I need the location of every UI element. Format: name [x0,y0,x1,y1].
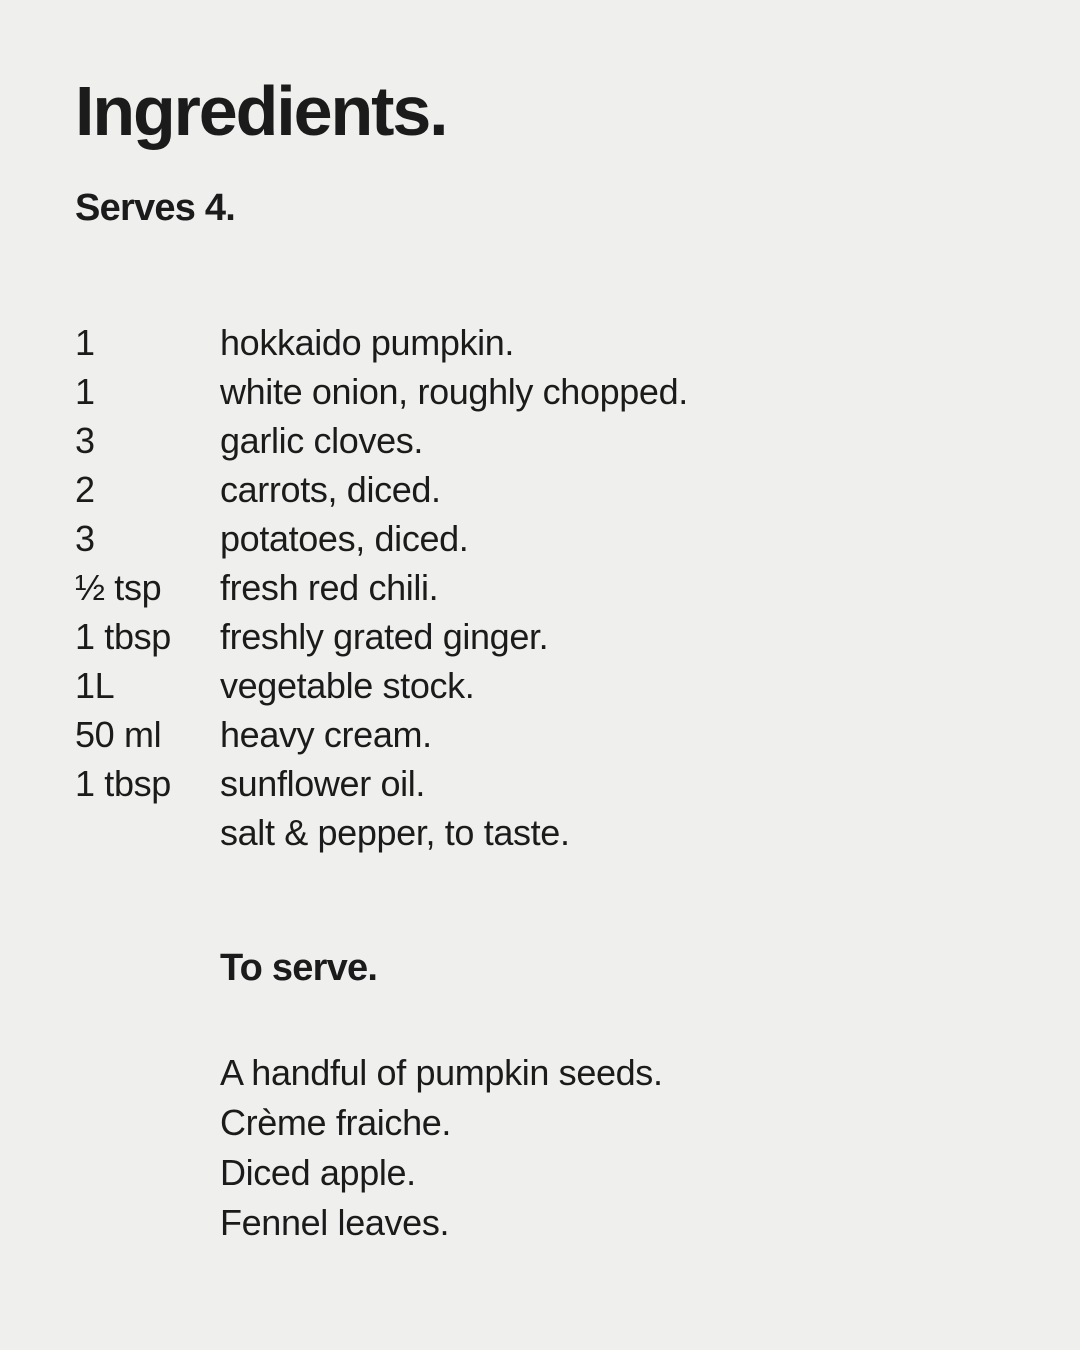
serves-label: Serves 4. [75,186,236,229]
ingredient-quantity: 2 [75,468,95,510]
ingredient-name: hokkaido pumpkin. [220,321,515,363]
ingredient-name: garlic cloves. [220,419,424,461]
ingredient-row [75,759,1005,808]
ingredient-row [75,612,1005,661]
ingredient-quantity: 50 ml [75,713,162,755]
ingredient-name: sunflower oil. [220,762,426,804]
ingredient-quantity: 1 tbsp [75,615,171,657]
ingredient-quantity: 3 [75,517,95,559]
ingredient-quantity: 1 [75,321,95,363]
ingredient-quantity: 1 [75,370,95,412]
ingredients-list [75,318,1005,857]
ingredient-name: white onion, roughly chopped. [220,370,688,412]
ingredient-row [75,318,1005,367]
ingredient-quantity: 1 tbsp [75,762,171,804]
ingredient-name: potatoes, diced. [220,517,469,559]
ingredient-row [75,416,1005,465]
to-serve-item: Diced apple. [220,1151,416,1193]
to-serve-item: Fennel leaves. [220,1201,450,1243]
ingredient-name: vegetable stock. [220,664,475,706]
ingredient-row [75,465,1005,514]
ingredient-quantity: 3 [75,419,95,461]
ingredient-name: freshly grated ginger. [220,615,549,657]
to-serve-item: Crème fraiche. [220,1101,452,1143]
ingredient-row [75,710,1005,759]
ingredient-quantity: ½ tsp [75,566,162,608]
page-title: Ingredients. [75,72,447,150]
ingredient-name: fresh red chili. [220,566,439,608]
ingredient-row [75,367,1005,416]
ingredient-row [75,563,1005,612]
ingredient-name: carrots, diced. [220,468,441,510]
to-serve-heading: To serve. [220,946,378,989]
to-serve-item: A handful of pumpkin seeds. [220,1051,663,1093]
to-serve-list [220,1048,1005,1248]
ingredient-name: salt & pepper, to taste. [220,811,570,853]
ingredient-quantity [75,808,220,857]
ingredient-name: heavy cream. [220,713,432,755]
ingredient-row [75,808,1005,857]
ingredient-row [75,514,1005,563]
ingredient-quantity: 1L [75,664,115,706]
ingredient-row [75,661,1005,710]
